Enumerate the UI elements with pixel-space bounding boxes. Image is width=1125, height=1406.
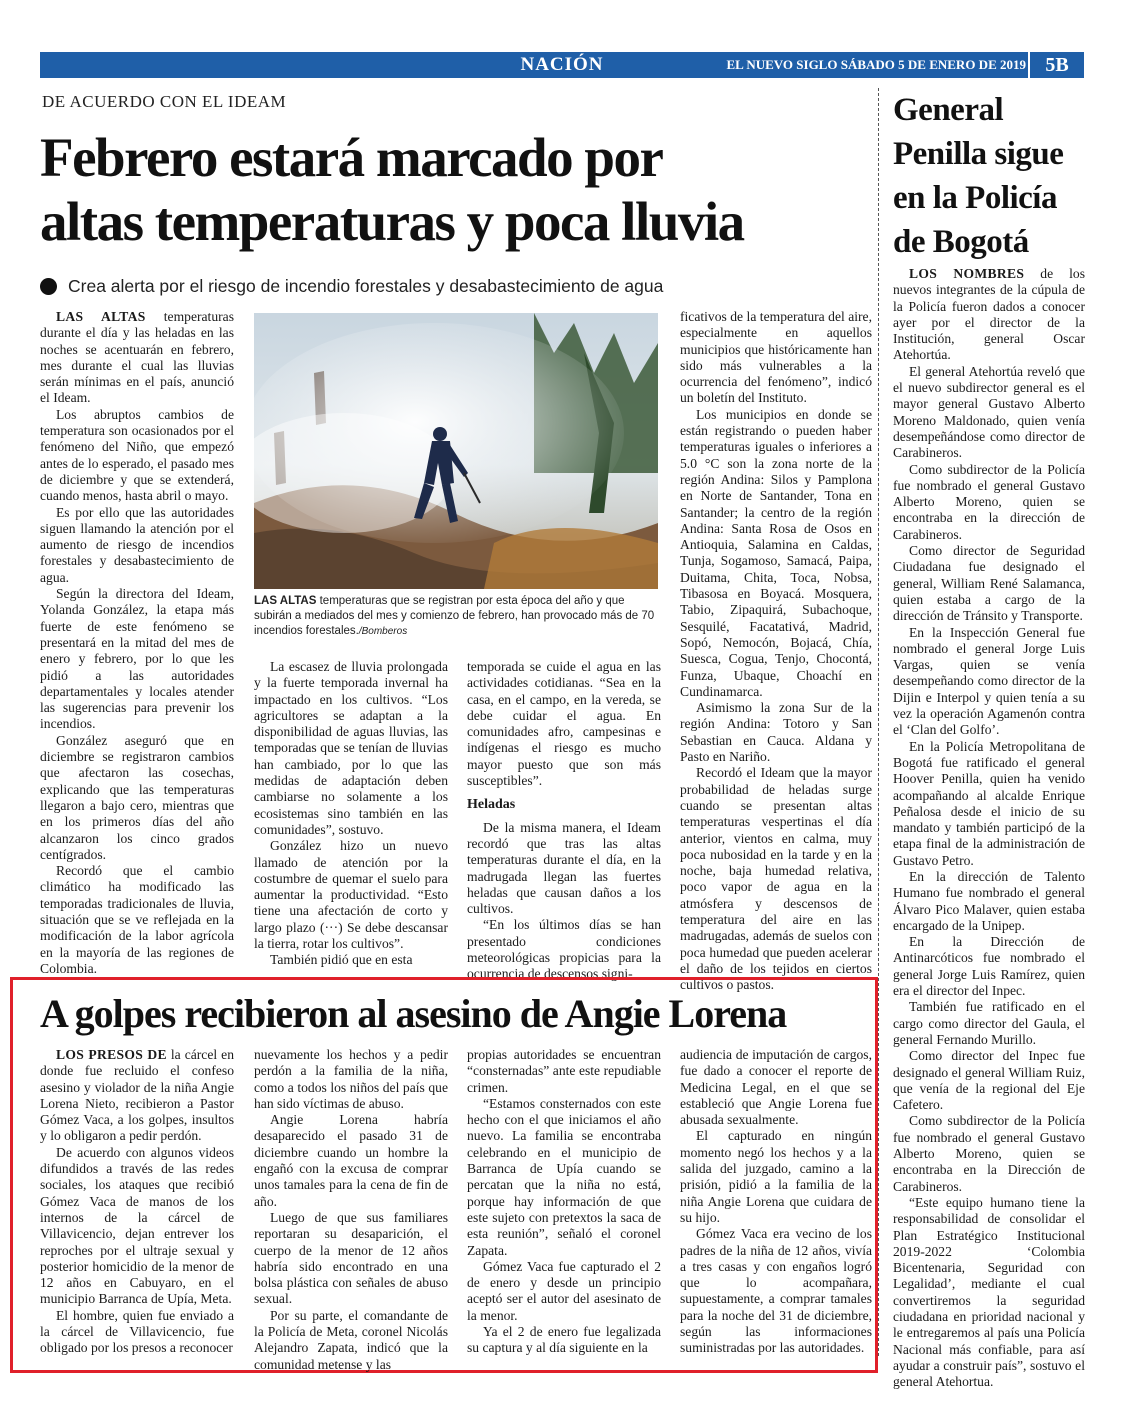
paragraph: De acuerdo con algunos videos difundidos a través de las redes sociales, los ataques que recibió Gómez Vaca de manos de los internos de la cárcel de Villavicencio, dejan entrever los reproches por el ultraje sexual y posterior homicidio de la menor de 12 años en Cabuyaro, en el municipio Barranca de Upía, Meta. bbox=[40, 1144, 234, 1307]
paragraph: El hombre, quien fue enviado a la cárcel de Villavicencio, fue obligado por los presos a reconocer bbox=[40, 1307, 234, 1356]
boxed-column-2 bbox=[254, 1047, 448, 1373]
subhead: Heladas bbox=[467, 797, 516, 813]
caption-lead: LAS ALTAS bbox=[254, 595, 317, 607]
paragraph: Como director de Seguridad Ciudadana fue designado el general, William René Salamanca, quien estaba a cargo de la dirección de Tránsito y Transporte. bbox=[893, 543, 1085, 624]
boxed-column-3 bbox=[467, 1047, 661, 1357]
paragraph: Es por ello que las autoridades siguen llamando la atención por el aumento de riesgo de incendios forestales y desabastecimiento de agua. bbox=[40, 504, 234, 585]
paragraph: También pidió que en esta bbox=[270, 952, 413, 968]
paragraph: El general Atehortúa reveló que el nuevo subdirector general es el mayor general Gustavo Alberto Moreno Maldonado, quien venía desempeñándose como director de Carabineros. bbox=[893, 363, 1085, 461]
main-column-1 bbox=[40, 309, 234, 977]
section-header-bar bbox=[40, 52, 1084, 78]
paragraph: Gómez Vaca era vecino de los padres de la niña de 12 años, vivía a tres casas y con engaños logró que lo acompañara, supuestamente, a comprar tamales para la noche del 31 de diciembre, según las informaciones suministradas por las autoridades. bbox=[680, 1226, 872, 1356]
paragraph: En la Inspección General fue nombrado el general Jorge Luis Vargas, quien se venía desempeñando como director de la Dijin e Interpol y quien tenía a su vez la operación Agamenón contra el ‘Clan del Golfo’. bbox=[893, 624, 1085, 738]
paragraph: Luego de que sus familiares reportaran su desaparición, el cuerpo de la menor de 12 años habría sido encontrado en una bolsa plástica con señales de abuso sexual. bbox=[254, 1209, 448, 1307]
paragraph: Ya el 2 de enero fue legalizada su captura y al día siguiente en la bbox=[467, 1324, 661, 1356]
paragraph: En la dirección de Talento Humano fue nombrado el general Álvaro Pico Malaver, quien estaba encargado de la Unipep. bbox=[893, 868, 1085, 933]
boxed-column-1 bbox=[40, 1047, 234, 1357]
paragraph: Los abruptos cambios de temperatura son ocasionados por el fenómeno del Niño, que empezó antes de lo esperado, el pasado mes de diciembre y que se extenderá, cuando menos, hasta abril o mayo. bbox=[40, 406, 234, 504]
paragraph: El capturado en ningún momento negó los hechos y a la salida del juzgado, camino a la prisión, pidió a la familia de la niña Angie Lorena que cuidara de su hijo. bbox=[680, 1128, 872, 1225]
kicker: DE ACUERDO CON EL IDEAM bbox=[42, 92, 287, 111]
section-name: NACIÓN bbox=[520, 54, 604, 75]
main-column-2 bbox=[254, 659, 448, 969]
boxed-column-4 bbox=[680, 1047, 872, 1357]
bullet-dot-icon bbox=[40, 278, 57, 295]
paragraph: En la Dirección de Antinarcóticos fue nombrado el general Jorge Luis Ramírez, quien era el director del Inpec. bbox=[893, 934, 1085, 999]
paragraph: González aseguró que en diciembre se registraron cambios que afectaron las cosechas, explicando que las temperaturas llegaron a bajo cero, mientras que en los primeros días del año alcanzaron los cinco grados centígrados. bbox=[40, 732, 234, 862]
headline-line-2: altas temperaturas y poca lluvia bbox=[40, 191, 744, 252]
lead-in: LOS PRESOS DE bbox=[56, 1047, 167, 1062]
paragraph: González hizo un nuevo llamado de atención por la costumbre de quemar el suelo para aumentar la productividad. “Esto tiene una afectación de corto y largo plazo (···) Se debe descansar la tierra, rotar los cultivos”. bbox=[254, 838, 448, 952]
boxed-headline: A golpes recibieron al asesino de Angie Lorena bbox=[40, 991, 787, 1036]
masthead-date: EL NUEVO SIGLO SÁBADO 5 DE ENERO DE 2019 bbox=[726, 57, 1026, 72]
paragraph: temporada se cuide el agua en las actividades cotidianas. “Sea en la casa, en el campo, en la vereda, se debe cuidar el agua. En comunidades afro, campesinas e indígenas el riesgo es mucho mayor puesto que son más susceptibles”. bbox=[467, 659, 661, 789]
lead-in: LOS NOMBRES bbox=[909, 266, 1025, 281]
paragraph: Asimismo la zona Sur de la región Andina: Totoro y San Sebastian en Cauca. Aldana y Pasto en Nariño. bbox=[680, 700, 872, 765]
paragraph: Según la directora del Ideam, Yolanda González, la etapa más fuerte de este fenómeno se presentará en la mitad del mes de enero y febrero, por lo que les pidió a las autoridades departamentales y locales atender las sugerencias para prevenir los incendios. bbox=[40, 586, 234, 732]
paragraph: “En los últimos días se han presentado condiciones meteorológicas propicias para la ocurrencia de descensos signi- bbox=[467, 917, 661, 982]
main-column-4 bbox=[680, 309, 872, 993]
paragraph: Recordó que el cambio climático ha modificado las temporadas tradicionales de lluvia, situación que se ve reflejada en la modificación de la labor agrícola en la mayoría de las regiones de Colombia. bbox=[40, 863, 234, 976]
paragraph: Recordó el Ideam que la mayor probabilidad de heladas surge cuando se presentan altas temperaturas vespertinas el día anterior, vientos en calma, muy poca nubosidad en la tarde y en la noche, baja humedad relativa, poco vapor de agua en la atmósfera y descensos de temperatura del aire en las madrugadas, además de suelos con poca humedad que pueden acelerar el daño de los tejidos en ciertos cultivos o pastos. bbox=[680, 765, 872, 993]
paragraph: Como subdirector de la Policía fue nombrado el general Gustavo Alberto Moreno, quien se encontraba en la dirección de Carabineros. bbox=[893, 461, 1085, 542]
paragraph: ficativos de la temperatura del aire, especialmente en aquellos municipios que históricamente han sido más vulnerables a la ocurrencia del fenómeno”, indicó un boletín del Instituto. bbox=[680, 309, 872, 406]
wildfire-photo bbox=[254, 313, 658, 589]
paragraph: “Estamos consternados con este hecho con el que iniciamos el año nuevo. La familia se encontraba celebrando en el municipio de Barranca de Upía cuando se percatan que la niña no está, porque hay información de que este sujeto con pretextos la saca de esta reunión”, señaló el coronel Zapata. bbox=[467, 1095, 661, 1258]
paragraph: Angie Lorena habría desaparecido el pasado 31 de diciembre cuando un hombre la engañó con la excusa de comprar unos tamales para la cena de fin de año. bbox=[254, 1112, 448, 1209]
sidebar-divider bbox=[878, 88, 879, 1356]
subtitle: Crea alerta por el riesgo de incendio forestales y desabastecimiento de agua bbox=[68, 276, 664, 296]
paragraph: LOS NOMBRES de los nuevos integrantes de la cúpula de la Policía fueron dados a conocer ayer por el director de la Institución, general Oscar Atehortúa. bbox=[893, 266, 1085, 363]
paragraph: Como subdirector de la Policía fue nombrado el general Gustavo Alberto Moreno, quien se encontraba en la Dirección de Carabineros. bbox=[893, 1113, 1085, 1194]
paragraph: La escasez de lluvia prolongada y la fuerte temporada invernal ha impactado en los cultivos. “Los agricultores se adaptan a la disponibilidad de aguas lluvias, las temporadas que se tenían de lluvias han cambiado, por lo que las medidas de adaptación deben cambiarse no solamente a los ecosistemas sino también en las comunidades”, sostuvo. bbox=[254, 659, 448, 837]
paragraph: De la misma manera, el Ideam recordó que tras las altas temperaturas durante el día, en la madrugada llegan las fuertes heladas que causan daños a los cultivos. bbox=[467, 819, 661, 917]
paragraph: Como director del Inpec fue designado el general William Ruiz, que venía de la regional del Eje Cafetero. bbox=[893, 1048, 1085, 1113]
paragraph: “Este equipo humano tiene la responsabilidad de consolidar el Plan Estratégico Institucional 2019-2022 ‘Colombia Bicentenaria, Seguridad con Legalidad’, mediante el cual convertiremos la seguridad ciudadana en prioridad nacional y le entregaremos al país una Policía Nacional más confiable, para así ayudar a construir país”, sostuvo el general Atehortua. bbox=[893, 1194, 1085, 1390]
photo-caption: LAS ALTAS temperaturas que se registran por esta época del año y que subirán a mediados del mes y comienzo de febrero, han provocado más de 70 incendios forestales./Bomberos bbox=[254, 595, 655, 637]
paragraph: En la Policía Metropolitana de Bogotá fue ratificado el general Hoover Penilla, quien ha venido acompañando al alcalde Enrique Peñalosa desde el inicio de su mandato y también participó de la etapa final de la administración de Gustavo Petro. bbox=[893, 738, 1085, 868]
lead-in: LAS ALTAS bbox=[56, 309, 146, 324]
paragraph: LAS ALTAS temperaturas durante el día y las heladas en las noches se acentuarán en febrero, mes durante el cual las lluvias serán mínimas en el país, anunció el Ideam. bbox=[40, 309, 234, 406]
paragraph: propias autoridades se encuentran “consternadas” ante este repudiable crimen. bbox=[467, 1047, 661, 1095]
sidebar-headline: General Penilla sigue en la Policía de Bogotá bbox=[893, 92, 1064, 260]
paragraph: También fue ratificado en el cargo como director del Gaula, el general Fernando Murillo. bbox=[893, 999, 1085, 1047]
headline bbox=[40, 126, 870, 254]
paragraph: Gómez Vaca fue capturado el 2 de enero y desde un principio aceptó ser el autor del asesinato de la menor. bbox=[467, 1258, 661, 1323]
paragraph: nuevamente los hechos y a pedir perdón a la familia de la niña, como a todos los niños del país que han sido víctimas de abuso. bbox=[254, 1047, 448, 1111]
sidebar-column bbox=[893, 266, 1085, 1390]
paragraph: LOS PRESOS DE la cárcel en donde fue recluido el confeso asesino y violador de la niña Angie Lorena Nieto, recibieron a Pastor Gómez Vaca, a los golpes, insultos y lo obligaron a pedir perdón. bbox=[40, 1047, 234, 1144]
photo-credit: /Bomberos bbox=[358, 626, 408, 637]
page-number: 5B bbox=[1028, 52, 1084, 78]
paragraph: Los municipios en donde se están registrando o pueden haber temperaturas iguales o inferiores a 5.0 °C son la zona norte de la región Andina: Silos y Pamplona en Norte de Santander, Tona en Santander; la centro de la región Andina: Santa Rosa de Osos en Antioquia, Salamina en Caldas, Tunja, Sogamoso, Samacá, Paipa, Duitama, Chita, Toca, Nobsa, Tibasosa en Boyacá. Mosquera, Tabio, Zipaquirá, Subachoque, Sesquilé, Facatativá, Madrid, Sopó, Nemocón, Bojacá, Chía, Suesca, Cogua, Tenjo, Chocontá, Funza, Ubaque, Choachí en Cundinamarca. bbox=[680, 406, 872, 699]
subtitle-row bbox=[40, 274, 860, 298]
paragraph: Por su parte, el comandante de la Policía de Meta, coronel Nicolás Alejandro Zapata, indicó que la comunidad metense y las bbox=[254, 1307, 448, 1372]
paragraph: audiencia de imputación de cargos, fue dado a conocer el reporte de Medicina Legal, en el que se estableció que Angie Lorena fue abusada sexualmente. bbox=[680, 1047, 872, 1128]
headline-line-1: Febrero estará marcado por bbox=[40, 127, 663, 188]
main-column-3 bbox=[467, 659, 661, 983]
